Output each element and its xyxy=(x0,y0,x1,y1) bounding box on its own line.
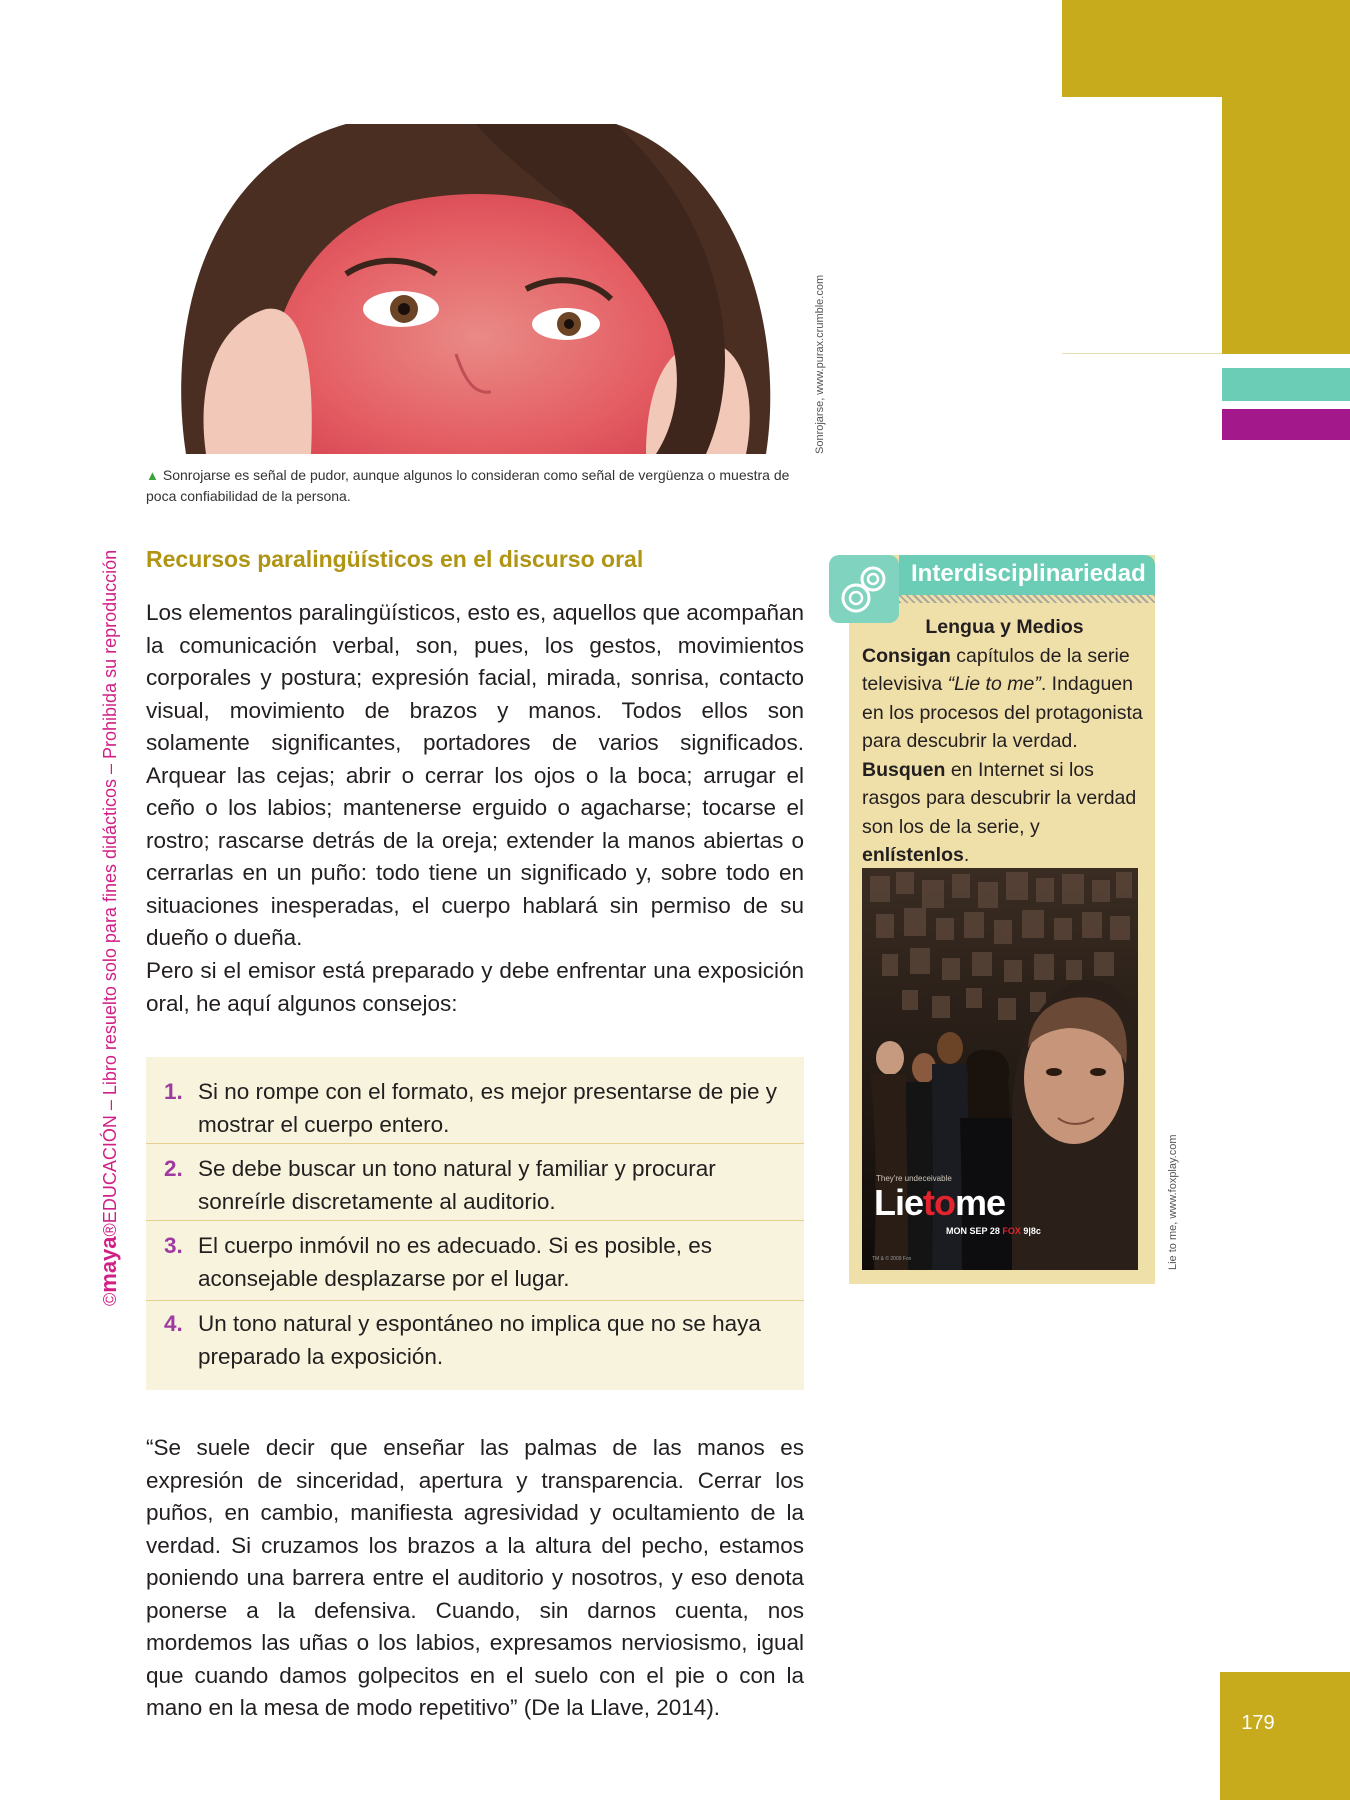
paragraph-advice-intro: Pero si el emisor está preparado y debe enfrentar una exposición oral, he aquí algunos consejos: xyxy=(146,958,804,1016)
decorative-divider-line xyxy=(1062,353,1222,354)
poster-tagline: They're undeceivable xyxy=(876,1174,952,1183)
decorative-magenta-bar xyxy=(1222,409,1350,440)
interdisciplinary-title: Interdisciplinariedad xyxy=(911,560,1146,587)
interdisciplinary-subtitle: Lengua y Medios xyxy=(925,616,1084,638)
side-copyright-text xyxy=(96,550,122,1306)
tip-text: El cuerpo inmóvil no es adecuado. Si es posible, es aconsejable desplazarse por el lugar. xyxy=(198,1233,713,1291)
instruction-text: en Internet si los rasgos para descubrir la verdad son los de la serie, y xyxy=(862,758,1137,838)
caption-triangle-icon: ▲ xyxy=(146,468,159,483)
tip-divider xyxy=(146,1143,804,1144)
decorative-gold-bar-side xyxy=(1222,97,1350,354)
brand-logo-text: maya xyxy=(96,1236,121,1293)
quote-paragraph: “Se suele decir que enseñar las palmas de las manos es expresión de sinceridad, apertura y transparencia. Cerrar los puños, en cambio, manifiesta agresividad y ocultamiento de la verdad. Si cruzamos los brazos a la altura del pecho, estamos poniendo una barrera entre el auditorio y nosotros, y eso denota ponerse a la defensiva. Cuando, sin darnos cuenta, nos mordemos las uñas o los labios, expresamos nerviosismo, igual que cuando damos golpecitos en el suelo con el pie o con la mano en la mesa de modo repetitivo” (De la Llave, 2014). xyxy=(146,1435,804,1720)
series-title: “Lie to me” xyxy=(947,673,1041,695)
decorative-teal-bar xyxy=(1222,368,1350,401)
instruction-text: . xyxy=(963,844,970,866)
instruction-text: capítulos de la serie televisiva xyxy=(862,644,1130,695)
interdisciplinary-stripe xyxy=(899,595,1155,603)
tip-divider xyxy=(146,1220,804,1221)
poster-date: MON SEP 28 xyxy=(946,1226,1003,1236)
poster-schedule xyxy=(946,1226,1041,1236)
photo-caption-text: Sonrojarse es señal de pudor, aunque algunos lo consideran como señal de vergüenza o muestra de poca confiabilidad de la persona. xyxy=(146,467,790,504)
instruction-verb-consigan: Consigan xyxy=(862,644,951,667)
instruction-verb-enlistenlos: enlístenlos xyxy=(862,844,964,866)
section-title: Recursos paralingüísticos en el discurso oral xyxy=(146,546,644,572)
instruction-text: . Indaguen en los procesos del protagonista para descubrir la verdad. xyxy=(862,673,1143,752)
tips-box xyxy=(146,1057,804,1390)
copyright-notice: EDUCACIÓN – Libro resuelto solo para fines didácticos – Prohibida su reproducción xyxy=(100,549,120,1224)
poster-network: FOX xyxy=(1002,1226,1021,1236)
photo-credit: Sonrojarse, www.purax.crumble.com xyxy=(814,274,826,454)
tip-number: 4. xyxy=(164,1311,183,1336)
tip-text: Si no rompe con el formato, es mejor presentarse de pie y mostrar el cuerpo entero. xyxy=(198,1079,778,1137)
tip-divider xyxy=(146,1300,804,1301)
lie-to-me-poster xyxy=(862,868,1138,1270)
tip-text: Se debe buscar un tono natural y familiar y procurar sonreírle discretamente al auditorio. xyxy=(198,1156,716,1214)
copyright-symbol: © xyxy=(100,1292,120,1306)
tip-number: 2. xyxy=(164,1156,183,1181)
page-number-box xyxy=(1220,1672,1350,1800)
poster-title-me: me xyxy=(955,1182,1006,1223)
page-number: 179 xyxy=(1241,1712,1275,1734)
registered-symbol: ® xyxy=(100,1223,120,1237)
instruction-verb-busquen: Busquen xyxy=(862,758,946,781)
poster-credit: Lie to me, www.foxplay.com xyxy=(1167,1134,1179,1270)
poster-title xyxy=(874,1182,1005,1224)
decorative-gold-bar-top xyxy=(1062,0,1350,97)
interdisciplinary-text xyxy=(862,613,1147,870)
paragraph-paralinguistic: Los elementos paralingüísticos, esto es, aquellos que acompañan la comunicación verbal, son, pues, los gestos, movimientos corporales y postura; expresión facial, mirada, sonrisa, contacto visual, movimiento de brazos y manos. Todos ellos son solamente significantes, portadores de varios significados. Arquear las cejas; abrir o cerrar los ojos o la boca; arrugar el ceño o los labios; mantenerse erguido o agacharse; tocarse el rostro; rascarse detrás de la oreja; extender la manos abiertas o cerrarlas en un puño: todo tiene un significado y, sobre todo en situaciones inesperadas, el cuerpo hablará sin permiso de su dueño o dueña. xyxy=(146,600,804,950)
blushing-woman-photo xyxy=(146,124,804,454)
tip-number: 1. xyxy=(164,1079,183,1104)
poster-title-lie: Lie xyxy=(874,1182,924,1223)
poster-fine-print: TM & © 2009 Fox xyxy=(872,1256,912,1262)
tip-text: Un tono natural y espontáneo no implica que no se haya preparado la exposición. xyxy=(198,1311,761,1369)
poster-time: 9|8c xyxy=(1020,1226,1041,1236)
poster-title-to: to xyxy=(923,1182,955,1223)
tip-number: 3. xyxy=(164,1233,183,1258)
blushing-face-illustration xyxy=(146,124,804,454)
photo-caption xyxy=(146,465,806,506)
